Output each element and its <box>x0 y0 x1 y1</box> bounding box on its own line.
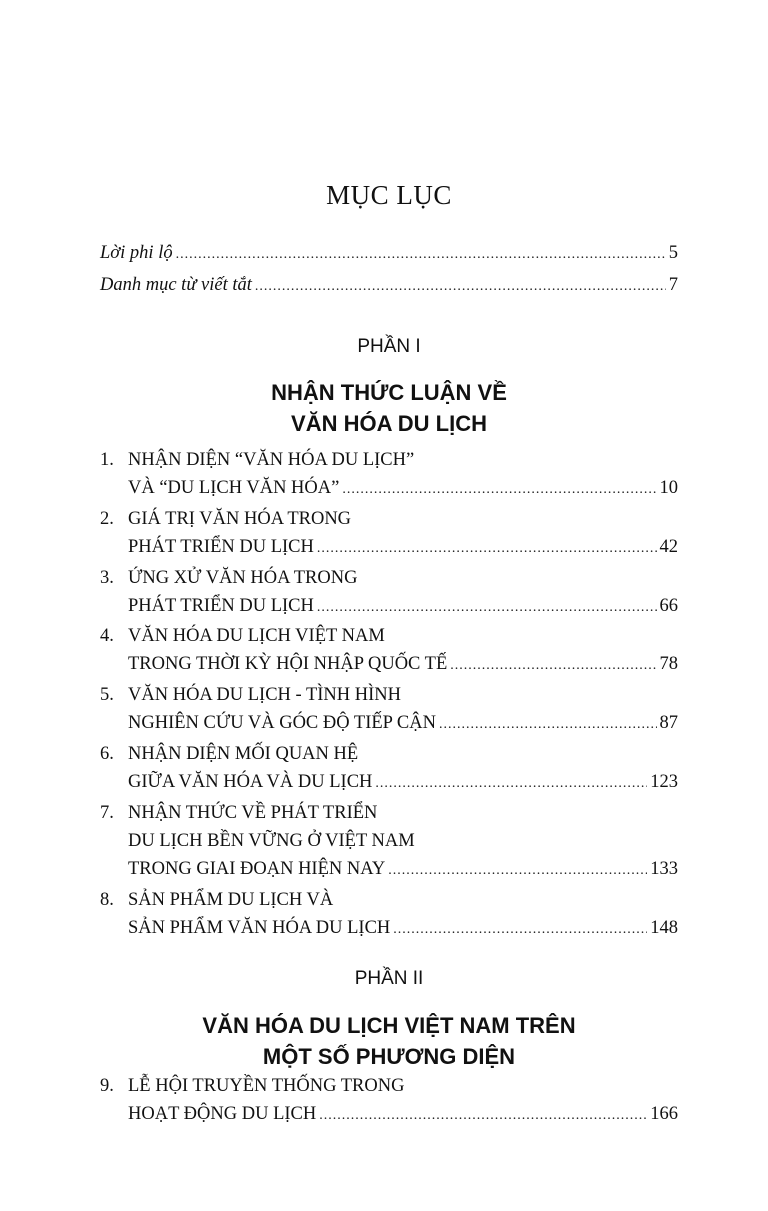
toc-page-number: 5 <box>668 243 678 263</box>
toc-item-label: Lời phi lộ <box>100 243 173 263</box>
entry-number: 4. <box>100 626 114 646</box>
entry-number: 7. <box>100 803 114 823</box>
entry-number: 9. <box>100 1076 114 1096</box>
toc-page-number: 7 <box>668 275 678 295</box>
toc-entry[interactable] <box>100 681 678 737</box>
entry-line: TRONG THỜI KỲ HỘI NHẬP QUỐC TẾ <box>128 654 448 674</box>
entry-line: PHÁT TRIỂN DU LỊCH <box>128 596 314 616</box>
entry-line: GIỮA VĂN HÓA VÀ DU LỊCH <box>128 772 373 792</box>
toc-entry[interactable] <box>100 622 678 678</box>
entry-number: 3. <box>100 568 114 588</box>
toc-entry[interactable] <box>100 886 678 942</box>
toc-page-number: 87 <box>659 713 678 733</box>
entry-line: VĂN HÓA DU LỊCH - TÌNH HÌNH <box>128 685 402 705</box>
page-title: MỤC LỤC <box>326 180 452 210</box>
entry-line: NHẬN THỨC VỀ PHÁT TRIỂN <box>128 803 378 823</box>
dot-leader <box>450 652 656 680</box>
entry-number: 8. <box>100 890 114 910</box>
toc-page-number: 148 <box>650 918 678 938</box>
toc-entry[interactable] <box>100 1072 678 1128</box>
part-title <box>100 377 678 439</box>
part-title <box>100 1010 678 1072</box>
toc-page-number: 66 <box>659 596 678 616</box>
toc-page-number: 133 <box>650 859 678 879</box>
dot-leader <box>176 244 666 266</box>
entry-line: GIÁ TRỊ VĂN HÓA TRONG <box>128 509 352 529</box>
toc-page-number: 10 <box>659 478 678 498</box>
toc-entry[interactable] <box>100 740 678 796</box>
part-label: PHẦN I <box>357 336 421 357</box>
toc-entry[interactable] <box>100 446 678 502</box>
toc-page-number: 123 <box>650 772 678 792</box>
dot-leader <box>255 276 666 298</box>
dot-leader <box>393 916 647 944</box>
entry-line: HOẠT ĐỘNG DU LỊCH <box>128 1104 317 1124</box>
dot-leader <box>342 476 656 504</box>
entry-number: 1. <box>100 450 114 470</box>
dot-leader <box>317 594 657 622</box>
entry-number: 2. <box>100 509 114 529</box>
dot-leader <box>317 535 657 563</box>
part-title-line: VĂN HÓA DU LỊCH <box>291 411 487 436</box>
toc-item-label: Danh mục từ viết tắt <box>100 275 252 295</box>
entry-line: LỄ HỘI TRUYỀN THỐNG TRONG <box>128 1076 405 1096</box>
entry-line: TRONG GIAI ĐOẠN HIỆN NAY <box>128 859 386 879</box>
entry-line: SẢN PHẨM VĂN HÓA DU LỊCH <box>128 918 391 938</box>
toc-page-number: 78 <box>659 654 678 674</box>
entry-line: PHÁT TRIỂN DU LỊCH <box>128 537 314 557</box>
toc-entry[interactable] <box>100 505 678 561</box>
entry-number: 5. <box>100 685 114 705</box>
part-title-line: MỘT SỐ PHƯƠNG DIỆN <box>262 1044 516 1069</box>
entry-number: 6. <box>100 744 114 764</box>
entry-line: DU LỊCH BỀN VỮNG Ở VIỆT NAM <box>128 831 415 851</box>
entry-line: NGHIÊN CỨU VÀ GÓC ĐỘ TIẾP CẬN <box>128 713 436 733</box>
dot-leader <box>319 1102 647 1130</box>
part-label: PHẦN II <box>354 968 424 989</box>
dot-leader <box>439 711 657 739</box>
toc-front-item[interactable] <box>100 242 678 266</box>
entry-line: SẢN PHẨM DU LỊCH VÀ <box>128 890 334 910</box>
toc-page-number: 42 <box>659 537 678 557</box>
dot-leader <box>375 770 647 798</box>
entry-line: VĂN HÓA DU LỊCH VIỆT NAM <box>128 626 385 646</box>
entry-line: VÀ “DU LỊCH VĂN HÓA” <box>128 478 340 498</box>
toc-entry[interactable] <box>100 564 678 620</box>
entry-line: NHẬN DIỆN “VĂN HÓA DU LỊCH” <box>128 450 415 470</box>
toc-entry[interactable] <box>100 799 678 883</box>
entry-line: ỨNG XỬ VĂN HÓA TRONG <box>128 568 358 588</box>
dot-leader <box>388 857 647 885</box>
toc-front-item[interactable] <box>100 274 678 298</box>
part-title-line: VĂN HÓA DU LỊCH VIỆT NAM TRÊN <box>202 1013 576 1038</box>
toc-page-number: 166 <box>650 1104 678 1124</box>
entry-line: NHẬN DIỆN MỐI QUAN HỆ <box>128 744 359 764</box>
part-title-line: NHẬN THỨC LUẬN VỀ <box>271 380 507 405</box>
